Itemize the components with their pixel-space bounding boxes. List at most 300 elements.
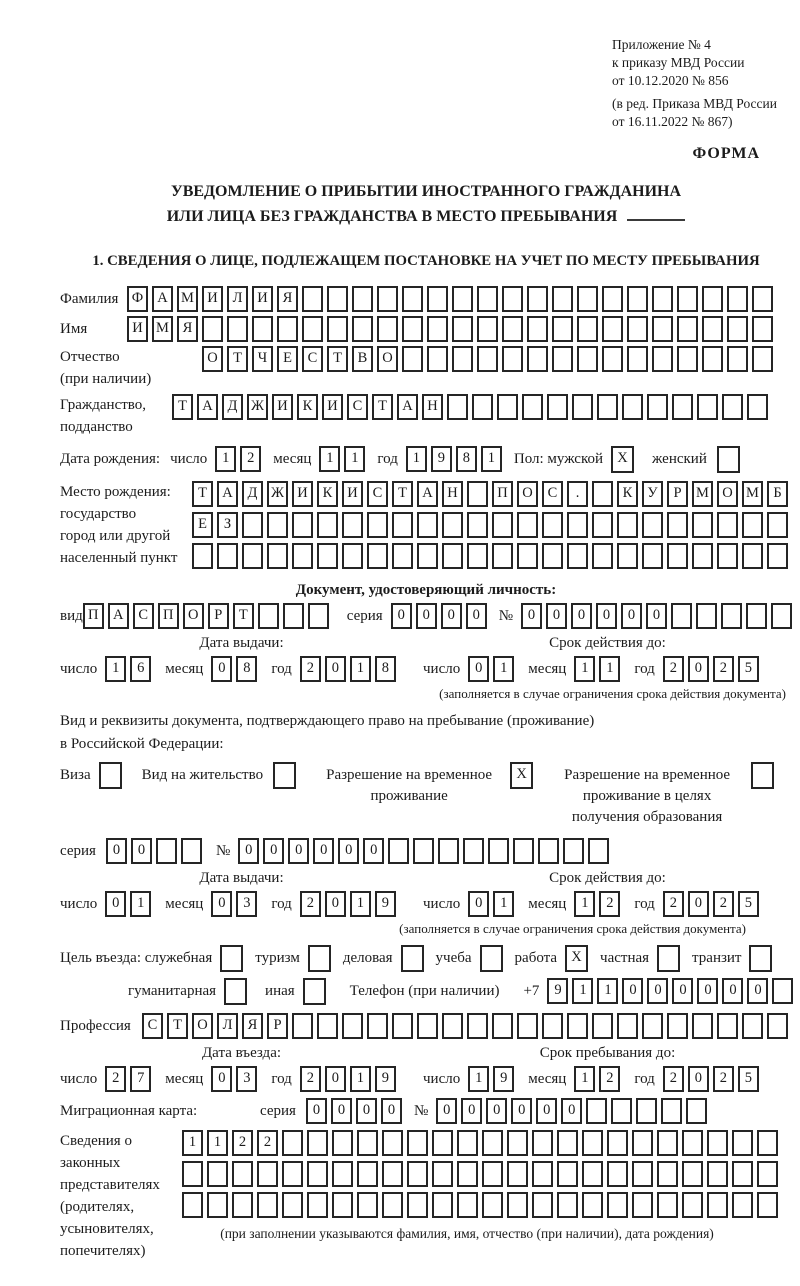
char-box[interactable] [99, 762, 122, 789]
char-box[interactable] [697, 394, 718, 420]
char-box[interactable] [342, 543, 363, 569]
char-box[interactable] [502, 286, 523, 312]
char-box[interactable] [467, 1013, 488, 1039]
birthplace-input-row1[interactable] [192, 481, 792, 507]
char-box[interactable]: 5 [738, 891, 759, 917]
char-box[interactable]: З [217, 512, 238, 538]
char-box[interactable] [507, 1192, 528, 1218]
char-box[interactable]: 2 [713, 891, 734, 917]
char-box[interactable] [642, 512, 663, 538]
char-box[interactable] [452, 346, 473, 372]
char-box[interactable] [586, 1098, 607, 1124]
char-box[interactable] [317, 512, 338, 538]
char-box[interactable] [507, 1130, 528, 1156]
char-box[interactable]: 1 [215, 446, 236, 472]
doc-number-input[interactable] [521, 603, 796, 629]
doc-seriya-input[interactable] [391, 603, 491, 629]
char-box[interactable] [582, 1192, 603, 1218]
char-box[interactable]: В [352, 346, 373, 372]
char-box[interactable] [721, 603, 742, 629]
stay-day-input[interactable] [468, 1066, 518, 1092]
char-box[interactable]: О [202, 346, 223, 372]
purpose-work-checkbox[interactable] [565, 945, 592, 972]
char-box[interactable] [267, 543, 288, 569]
doc-valid-day-input[interactable] [468, 656, 518, 682]
entry-day-input[interactable] [105, 1066, 155, 1092]
char-box[interactable]: 0 [338, 838, 359, 864]
name-input[interactable] [127, 316, 777, 342]
char-box[interactable]: Я [177, 316, 198, 342]
char-box[interactable]: И [202, 286, 223, 312]
char-box[interactable] [542, 543, 563, 569]
char-box[interactable]: А [108, 603, 129, 629]
purpose-private-checkbox[interactable] [657, 945, 684, 972]
char-box[interactable] [220, 945, 243, 972]
char-box[interactable] [402, 286, 423, 312]
char-box[interactable] [552, 316, 573, 342]
char-box[interactable]: П [83, 603, 104, 629]
char-box[interactable]: 9 [547, 978, 568, 1004]
char-box[interactable] [702, 346, 723, 372]
char-box[interactable]: 0 [313, 838, 334, 864]
char-box[interactable] [488, 838, 509, 864]
char-box[interactable] [463, 838, 484, 864]
char-box[interactable] [407, 1192, 428, 1218]
char-box[interactable] [257, 1161, 278, 1187]
char-box[interactable]: 0 [596, 603, 617, 629]
char-box[interactable]: 5 [738, 1066, 759, 1092]
sex-male-checkbox[interactable] [611, 446, 638, 473]
char-box[interactable]: 2 [105, 1066, 126, 1092]
char-box[interactable]: 2 [663, 891, 684, 917]
char-box[interactable]: 1 [599, 656, 620, 682]
char-box[interactable]: Т [167, 1013, 188, 1039]
char-box[interactable]: 5 [738, 656, 759, 682]
char-box[interactable]: 0 [105, 891, 126, 917]
char-box[interactable] [492, 543, 513, 569]
char-box[interactable]: 1 [350, 656, 371, 682]
char-box[interactable] [332, 1161, 353, 1187]
char-box[interactable] [692, 543, 713, 569]
char-box[interactable] [452, 286, 473, 312]
char-box[interactable]: 0 [306, 1098, 327, 1124]
char-box[interactable]: 1 [468, 1066, 489, 1092]
char-box[interactable] [592, 481, 613, 507]
char-box[interactable]: 2 [300, 656, 321, 682]
char-box[interactable]: 7 [130, 1066, 151, 1092]
char-box[interactable] [303, 978, 326, 1005]
char-box[interactable] [438, 838, 459, 864]
char-box[interactable] [482, 1130, 503, 1156]
char-box[interactable] [672, 394, 693, 420]
representatives-input-row3[interactable] [182, 1192, 782, 1218]
char-box[interactable] [607, 1192, 628, 1218]
char-box[interactable] [282, 1192, 303, 1218]
char-box[interactable]: 0 [106, 838, 127, 864]
char-box[interactable] [227, 316, 248, 342]
char-box[interactable]: 0 [646, 603, 667, 629]
char-box[interactable]: 1 [350, 891, 371, 917]
char-box[interactable]: 1 [481, 446, 502, 472]
char-box[interactable]: Т [372, 394, 393, 420]
char-box[interactable]: 6 [130, 656, 151, 682]
char-box[interactable]: 0 [331, 1098, 352, 1124]
char-box[interactable] [202, 316, 223, 342]
char-box[interactable] [367, 512, 388, 538]
char-box[interactable] [357, 1161, 378, 1187]
char-box[interactable] [732, 1192, 753, 1218]
char-box[interactable]: 1 [350, 1066, 371, 1092]
char-box[interactable] [517, 1013, 538, 1039]
char-box[interactable]: 9 [493, 1066, 514, 1092]
profession-input[interactable] [142, 1013, 792, 1039]
char-box[interactable] [492, 1013, 513, 1039]
char-box[interactable] [771, 603, 792, 629]
char-box[interactable] [707, 1161, 728, 1187]
char-box[interactable] [527, 316, 548, 342]
purpose-official-checkbox[interactable] [220, 945, 247, 972]
char-box[interactable] [367, 1013, 388, 1039]
char-box[interactable]: 3 [236, 1066, 257, 1092]
char-box[interactable] [686, 1098, 707, 1124]
char-box[interactable] [722, 394, 743, 420]
char-box[interactable]: 1 [493, 656, 514, 682]
char-box[interactable]: X [510, 762, 533, 789]
char-box[interactable] [588, 838, 609, 864]
char-box[interactable] [652, 316, 673, 342]
char-box[interactable] [417, 512, 438, 538]
char-box[interactable] [207, 1192, 228, 1218]
char-box[interactable]: О [377, 346, 398, 372]
char-box[interactable] [357, 1192, 378, 1218]
char-box[interactable] [413, 838, 434, 864]
char-box[interactable]: Е [277, 346, 298, 372]
char-box[interactable]: 0 [461, 1098, 482, 1124]
char-box[interactable]: 0 [536, 1098, 557, 1124]
char-box[interactable] [702, 316, 723, 342]
char-box[interactable] [682, 1192, 703, 1218]
char-box[interactable]: 1 [574, 1066, 595, 1092]
char-box[interactable]: Р [667, 481, 688, 507]
char-box[interactable] [592, 543, 613, 569]
char-box[interactable] [538, 838, 559, 864]
char-box[interactable] [727, 346, 748, 372]
char-box[interactable]: 1 [344, 446, 365, 472]
char-box[interactable] [671, 603, 692, 629]
char-box[interactable]: 0 [546, 603, 567, 629]
char-box[interactable]: 0 [441, 603, 462, 629]
char-box[interactable] [327, 316, 348, 342]
permit-seriya-input[interactable] [106, 838, 206, 864]
char-box[interactable] [182, 1161, 203, 1187]
char-box[interactable] [513, 838, 534, 864]
char-box[interactable]: 0 [131, 838, 152, 864]
char-box[interactable] [317, 1013, 338, 1039]
char-box[interactable] [327, 286, 348, 312]
char-box[interactable] [332, 1192, 353, 1218]
char-box[interactable]: 0 [688, 656, 709, 682]
char-box[interactable] [752, 286, 773, 312]
char-box[interactable]: И [252, 286, 273, 312]
char-box[interactable] [717, 1013, 738, 1039]
char-box[interactable]: 1 [182, 1130, 203, 1156]
char-box[interactable] [647, 394, 668, 420]
permit-issue-day-input[interactable] [105, 891, 155, 917]
char-box[interactable]: С [542, 481, 563, 507]
char-box[interactable]: 3 [236, 891, 257, 917]
char-box[interactable] [752, 316, 773, 342]
char-box[interactable] [292, 512, 313, 538]
char-box[interactable] [611, 1098, 632, 1124]
char-box[interactable] [696, 603, 717, 629]
char-box[interactable]: 8 [375, 656, 396, 682]
char-box[interactable]: 0 [436, 1098, 457, 1124]
char-box[interactable] [767, 1013, 788, 1039]
char-box[interactable] [617, 543, 638, 569]
char-box[interactable]: Т [192, 481, 213, 507]
char-box[interactable] [517, 512, 538, 538]
permit-valid-year-input[interactable] [663, 891, 763, 917]
entry-year-input[interactable] [300, 1066, 400, 1092]
surname-input[interactable] [127, 286, 777, 312]
permit-valid-month-input[interactable] [574, 891, 624, 917]
char-box[interactable] [652, 346, 673, 372]
char-box[interactable] [242, 512, 263, 538]
char-box[interactable]: 1 [319, 446, 340, 472]
char-box[interactable] [682, 1130, 703, 1156]
char-box[interactable]: 0 [688, 891, 709, 917]
char-box[interactable]: 0 [238, 838, 259, 864]
char-box[interactable] [277, 316, 298, 342]
char-box[interactable]: Ч [252, 346, 273, 372]
char-box[interactable] [552, 286, 573, 312]
birth-day-input[interactable] [215, 446, 265, 472]
purpose-humanitarian-checkbox[interactable] [224, 978, 251, 1005]
char-box[interactable] [224, 978, 247, 1005]
char-box[interactable] [502, 316, 523, 342]
char-box[interactable] [502, 346, 523, 372]
char-box[interactable]: И [127, 316, 148, 342]
char-box[interactable]: 0 [391, 603, 412, 629]
birth-year-input[interactable] [406, 446, 506, 472]
char-box[interactable]: И [272, 394, 293, 420]
birthplace-input-row3[interactable] [192, 543, 792, 569]
char-box[interactable]: М [742, 481, 763, 507]
char-box[interactable] [457, 1192, 478, 1218]
char-box[interactable] [677, 346, 698, 372]
char-box[interactable]: 2 [257, 1130, 278, 1156]
char-box[interactable]: А [197, 394, 218, 420]
permit-valid-day-input[interactable] [468, 891, 518, 917]
char-box[interactable] [692, 1013, 713, 1039]
char-box[interactable]: 2 [240, 446, 261, 472]
char-box[interactable]: К [297, 394, 318, 420]
char-box[interactable] [482, 1192, 503, 1218]
char-box[interactable] [652, 286, 673, 312]
char-box[interactable]: А [217, 481, 238, 507]
char-box[interactable]: X [565, 945, 588, 972]
char-box[interactable]: 1 [572, 978, 593, 1004]
char-box[interactable]: А [397, 394, 418, 420]
char-box[interactable] [307, 1161, 328, 1187]
doc-issue-month-input[interactable] [211, 656, 261, 682]
char-box[interactable]: Д [242, 481, 263, 507]
doc-issue-day-input[interactable] [105, 656, 155, 682]
char-box[interactable] [292, 1013, 313, 1039]
char-box[interactable] [667, 543, 688, 569]
char-box[interactable]: X [611, 446, 634, 473]
char-box[interactable]: 1 [574, 891, 595, 917]
char-box[interactable]: Т [233, 603, 254, 629]
char-box[interactable]: Ж [267, 481, 288, 507]
char-box[interactable]: 0 [697, 978, 718, 1004]
char-box[interactable] [567, 512, 588, 538]
char-box[interactable] [692, 512, 713, 538]
char-box[interactable] [392, 1013, 413, 1039]
char-box[interactable] [717, 543, 738, 569]
char-box[interactable] [632, 1161, 653, 1187]
doc-valid-year-input[interactable] [663, 656, 763, 682]
char-box[interactable] [282, 1130, 303, 1156]
char-box[interactable] [273, 762, 296, 789]
char-box[interactable] [602, 286, 623, 312]
char-box[interactable] [457, 1130, 478, 1156]
char-box[interactable]: . [567, 481, 588, 507]
char-box[interactable] [527, 346, 548, 372]
char-box[interactable]: 0 [521, 603, 542, 629]
stay-month-input[interactable] [574, 1066, 624, 1092]
char-box[interactable]: 0 [747, 978, 768, 1004]
char-box[interactable] [427, 316, 448, 342]
char-box[interactable]: И [342, 481, 363, 507]
char-box[interactable]: 9 [375, 1066, 396, 1092]
char-box[interactable] [642, 1013, 663, 1039]
char-box[interactable]: О [517, 481, 538, 507]
char-box[interactable] [457, 1161, 478, 1187]
representatives-input-row2[interactable] [182, 1161, 782, 1187]
char-box[interactable]: С [142, 1013, 163, 1039]
char-box[interactable]: А [417, 481, 438, 507]
char-box[interactable]: 0 [468, 656, 489, 682]
char-box[interactable]: 0 [211, 1066, 232, 1092]
char-box[interactable] [392, 512, 413, 538]
char-box[interactable] [432, 1161, 453, 1187]
char-box[interactable] [677, 286, 698, 312]
char-box[interactable] [497, 394, 518, 420]
char-box[interactable]: 0 [211, 656, 232, 682]
char-box[interactable] [472, 394, 493, 420]
char-box[interactable] [417, 1013, 438, 1039]
char-box[interactable]: 0 [363, 838, 384, 864]
permit-number-input[interactable] [238, 838, 613, 864]
char-box[interactable] [617, 512, 638, 538]
char-box[interactable] [258, 603, 279, 629]
char-box[interactable] [527, 286, 548, 312]
char-box[interactable] [749, 945, 772, 972]
char-box[interactable] [467, 543, 488, 569]
char-box[interactable] [677, 316, 698, 342]
char-box[interactable] [592, 512, 613, 538]
char-box[interactable] [657, 1161, 678, 1187]
char-box[interactable]: И [322, 394, 343, 420]
char-box[interactable] [432, 1192, 453, 1218]
char-box[interactable] [627, 316, 648, 342]
char-box[interactable] [267, 512, 288, 538]
char-box[interactable] [477, 346, 498, 372]
char-box[interactable]: 8 [456, 446, 477, 472]
char-box[interactable] [727, 316, 748, 342]
char-box[interactable] [552, 346, 573, 372]
char-box[interactable] [567, 1013, 588, 1039]
char-box[interactable] [522, 394, 543, 420]
char-box[interactable] [407, 1161, 428, 1187]
char-box[interactable] [757, 1192, 778, 1218]
char-box[interactable]: Ж [247, 394, 268, 420]
char-box[interactable]: 0 [263, 838, 284, 864]
char-box[interactable]: О [183, 603, 204, 629]
char-box[interactable] [607, 1161, 628, 1187]
char-box[interactable]: О [717, 481, 738, 507]
char-box[interactable] [407, 1130, 428, 1156]
char-box[interactable]: 2 [713, 656, 734, 682]
char-box[interactable] [427, 346, 448, 372]
char-box[interactable] [182, 1192, 203, 1218]
migcard-number-input[interactable] [436, 1098, 711, 1124]
rvp-education-checkbox[interactable] [751, 762, 778, 789]
char-box[interactable]: 0 [571, 603, 592, 629]
char-box[interactable] [308, 603, 329, 629]
char-box[interactable] [542, 512, 563, 538]
char-box[interactable] [563, 838, 584, 864]
char-box[interactable] [707, 1192, 728, 1218]
char-box[interactable] [667, 1013, 688, 1039]
char-box[interactable] [582, 1130, 603, 1156]
char-box[interactable] [602, 346, 623, 372]
phone-input[interactable] [547, 978, 797, 1004]
char-box[interactable] [417, 543, 438, 569]
char-box[interactable] [657, 1130, 678, 1156]
char-box[interactable] [557, 1130, 578, 1156]
char-box[interactable]: Ф [127, 286, 148, 312]
char-box[interactable] [667, 512, 688, 538]
char-box[interactable]: 2 [300, 891, 321, 917]
char-box[interactable] [657, 945, 680, 972]
char-box[interactable]: С [302, 346, 323, 372]
char-box[interactable]: Я [277, 286, 298, 312]
char-box[interactable] [401, 945, 424, 972]
residence-permit-checkbox[interactable] [273, 762, 300, 789]
stay-year-input[interactable] [663, 1066, 763, 1092]
purpose-other-checkbox[interactable] [303, 978, 330, 1005]
char-box[interactable]: 2 [300, 1066, 321, 1092]
char-box[interactable] [577, 346, 598, 372]
char-box[interactable] [342, 1013, 363, 1039]
permit-issue-month-input[interactable] [211, 891, 261, 917]
char-box[interactable] [582, 1161, 603, 1187]
char-box[interactable] [252, 316, 273, 342]
char-box[interactable]: 1 [597, 978, 618, 1004]
char-box[interactable] [682, 1161, 703, 1187]
char-box[interactable]: А [152, 286, 173, 312]
char-box[interactable]: 0 [561, 1098, 582, 1124]
char-box[interactable]: 2 [599, 1066, 620, 1092]
char-box[interactable] [627, 346, 648, 372]
char-box[interactable] [377, 286, 398, 312]
char-box[interactable]: Н [422, 394, 443, 420]
char-box[interactable] [232, 1192, 253, 1218]
char-box[interactable] [727, 286, 748, 312]
char-box[interactable] [392, 543, 413, 569]
